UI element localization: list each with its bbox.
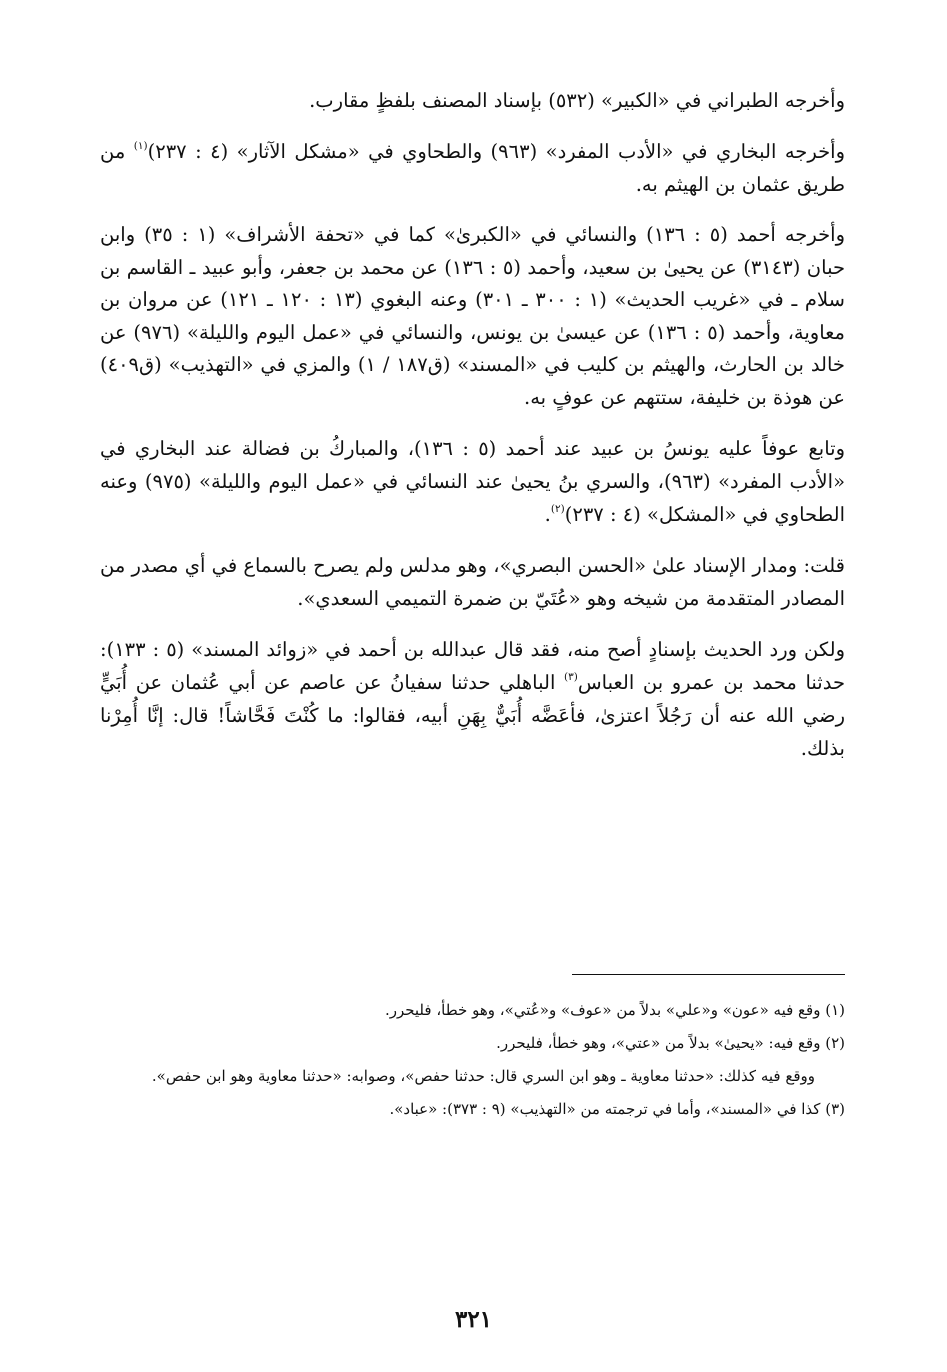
paragraph-2-text-a: وأخرجه البخاري في «الأدب المفرد» (٩٦٣) والطحاوي في «مشكل الآثار» (٤ : ٢٣٧) bbox=[147, 140, 846, 163]
paragraph-5: قلت: ومدار الإسناد علىٰ «الحسن البصري»، وهو مدلس ولم يصرح بالسماع في أي مصدر من المصادر المتقدمة من شيخه وهو «عُتَيّ بن ضمرة التميمي السعدي». bbox=[100, 554, 845, 610]
paragraph-2-text-b: من طريق عثمان بن الهيثم به. bbox=[100, 140, 845, 196]
footnote-2: (٢) وقع فيه: «يحيىٰ» بدلاً من «عتي»، وهو خطأ، فليحرر. bbox=[496, 1034, 845, 1052]
paragraph-6 bbox=[100, 633, 845, 765]
footnote-2-continuation: ووقع فيه كذلك: «حدثنا معاوية ـ وهو ابن السري قال: حدثنا حفص»، وصوابه: «حدثنا معاوية وهو ابن حفص». bbox=[151, 1067, 815, 1085]
page-number: ٣٢١ bbox=[454, 1306, 493, 1333]
paragraph-4-text-b: . bbox=[544, 503, 551, 526]
paragraph-6-text-a: ولكن ورد الحديث بإسنادٍ أصح منه، فقد قال عبدالله بن أحمد في «زوائد المسند» (٥ : ١٣٣): حدثنا محمد بن عمرو بن العباس bbox=[100, 638, 846, 694]
footnote-marker-1[interactable]: (١) bbox=[133, 140, 148, 152]
paragraph-1: وأخرجه الطبراني في «الكبير» (٥٣٢) بإسناد المصنف بلفظٍ مقارب. bbox=[309, 89, 845, 112]
footnotes bbox=[100, 994, 845, 1126]
main-text bbox=[100, 84, 845, 783]
footnote-1: (١) وقع فيه «عون» و«علي» بدلاً من «عوف» و«عُتي»، وهو خطأ، فليحرر. bbox=[384, 1001, 845, 1019]
footnote-marker-3[interactable]: (٣) bbox=[563, 671, 578, 683]
paragraph-4-text-a: وتابع عوفاً عليه يونسُ بن عبيد عند أحمد (٥ : ١٣٦)، والمباركُ بن فضالة عند البخاري في «الأدب المفرد» (٩٦٣)، والسري بنُ يحيىٰ عند النسائي في «عمل اليوم والليلة» (٩٧٥) وعنه الطحاوي في «المشكل» (٤ : ٢٣٧) bbox=[100, 437, 846, 526]
paragraph-2 bbox=[100, 135, 845, 201]
footnote-3: (٣) كذا في «المسند»، وأما في ترجمته من «التهذيب» (٩ : ٣٧٣): «عباد». bbox=[389, 1100, 845, 1118]
paragraph-4 bbox=[100, 432, 845, 531]
paragraph-6-text-b: الباهلي حدثنا سفيانُ عن عاصم عن أبي عُثمان عن أُبَيٍّ رضي الله عنه أن رَجُلاً اعتزىٰ، فأعَضَّه أُبَيٌّ بِهَنِ أبيه، فقالوا: ما كُنْتَ فَحَّاشاً! قال: إنَّا أُمِرْنا بذلك. bbox=[100, 671, 845, 760]
footnote-separator bbox=[572, 974, 845, 975]
footnote-marker-2[interactable]: (٢) bbox=[550, 503, 565, 515]
paragraph-3: وأخرجه أحمد (٥ : ١٣٦) والنسائي في «الكبرىٰ» كما في «تحفة الأشراف» (١ : ٣٥) وابن حبان (٣١٤٣) عن يحيىٰ بن سعيد، وأحمد (٥ : ١٣٦) عن محمد بن جعفر، وأبو عبيد ـ القاسم بن سلام ـ في «غريب الحديث» (١ : ٣٠٠ ـ ٣٠١) وعنه البغوي (١٣ : ١٢٠ ـ ١٢١) عن مروان بن معاوية، وأحمد (٥ : ١٣٦) عن عيسىٰ بن يونس، والنسائي في «عمل اليوم والليلة» (٩٧٦) عن خالد بن الحارث، والهيثم بن كليب في «المسند» (ق١٨٧ / ١) والمزي في «التهذيب» (ق٤٠٩) عن هوذة بن خليفة، ستتهم عن عوفٍ به. bbox=[100, 223, 846, 409]
